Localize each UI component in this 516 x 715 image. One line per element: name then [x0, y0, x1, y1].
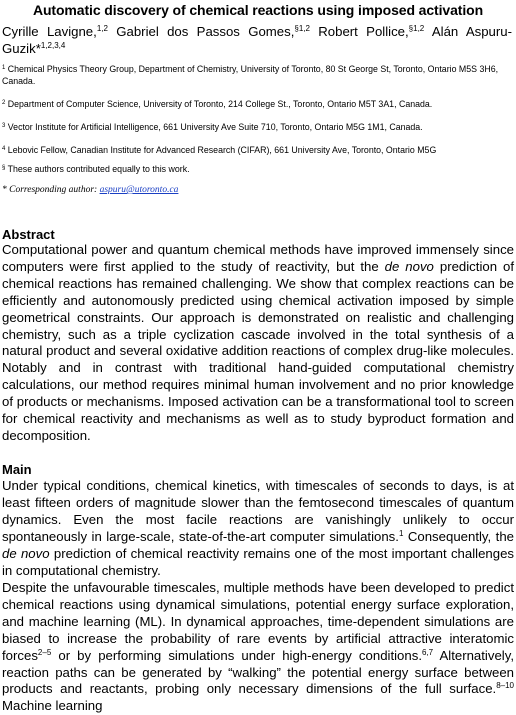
- affiliation-item: [2, 145, 514, 157]
- body-text: prediction of chemical reactivity remains one of the most important challenges in computational chemistry.: [2, 545, 514, 578]
- affiliation-mark: §: [2, 165, 6, 171]
- author-affiliation-marks: 1,2: [96, 24, 108, 33]
- author-affiliation-marks: 1,2,3,4: [40, 41, 66, 50]
- italic-term: de novo: [2, 545, 50, 561]
- body-text: Machine learning: [2, 698, 103, 714]
- author-name: Cyrille Lavigne,: [2, 24, 97, 39]
- affiliation-text: These authors contributed equally to this work.: [7, 164, 190, 174]
- author-affiliation-marks: §1,2: [294, 24, 310, 33]
- citation-ref: 2–5: [37, 647, 52, 657]
- author-list: [2, 23, 512, 57]
- body-text: Consequently, the: [403, 528, 514, 544]
- main-paragraph-1: [2, 478, 514, 579]
- main-heading: Main: [2, 462, 32, 477]
- affiliation-item: [2, 99, 514, 111]
- abstract-paragraph: [2, 242, 514, 445]
- affiliation-text: Vector Institute for Artificial Intelligence, 661 University Ave Suite 710, Toronto, Ontario M5G 1M1, Canada.: [7, 122, 423, 132]
- corresponding-author: [2, 185, 178, 195]
- abstract-text: Computational power and quantum chemical methods have improved immensely since computers were first applied to the study of reactivity, but the: [2, 242, 514, 274]
- affiliation-text: Department of Computer Science, University of Toronto, 214 College St., Toronto, Ontario M5T 3A1, Canada.: [7, 99, 433, 109]
- citation-ref: 8–10: [496, 681, 514, 691]
- affiliation-mark: 3: [2, 123, 6, 129]
- corresponding-email-link[interactable]: aspuru@utoronto.ca: [99, 185, 179, 195]
- abstract-italic-term: de novo: [384, 258, 434, 274]
- affiliation-mark: 2: [2, 100, 6, 106]
- affiliation-text: Lebovic Fellow, Canadian Institute for Advanced Research (CIFAR), 661 University Ave, Toronto, Ontario M5G: [7, 145, 437, 155]
- body-text: or by performing simulations under high-energy conditions.: [51, 647, 422, 663]
- main-paragraph-2: [2, 580, 514, 715]
- corresponding-label: * Corresponding author:: [2, 185, 100, 195]
- body-text: Under typical conditions, chemical kinetics, with timescales of seconds to days, is at least fifteen orders of magnitude slower than the femtosecond timescales of quantum dynamics. Even the most facile reactions are vanishingly unlikely to occur spontaneously in large-scale, state-of-the-art computer simulations.: [2, 478, 514, 544]
- body-text: Despite the unfavourable timescales, multiple methods have been developed to predict chemical reactions using dynamical simulations, potential energy surface exploration, and machine learning (ML). In dynamical approaches, time-dependent simulations are biased to increase the probability of rare events by artificial attractive interatomic forces: [2, 580, 514, 663]
- affiliation-mark: 1: [2, 65, 6, 71]
- affiliation-item: [2, 164, 514, 176]
- citation-ref: 1: [398, 528, 404, 538]
- abstract-text: prediction of chemical reactions has remained challenging. We show that complex reactions can be efficiently and autonomously predicted using chemical activation imposed by simple geometrical constraints. Our approach is demonstrated on realistic and challenging chemistry, such as a triple cyclization cascade involved in the total synthesis of a natural product and several oxidative addition reactions of complex drug-like molecules. Notably and in contrast with traditional hand-guided computational chemistry calculations, our method requires minimal human involvement and no prior knowledge of products or mechanisms. Imposed activation can be a transformational tool to screen for chemical reactivity and mechanisms as well as to study byproduct formation and decomposition.: [2, 258, 514, 443]
- author-affiliation-marks: §1,2: [408, 24, 425, 33]
- paper-title: Automatic discovery of chemical reactions using imposed activation: [32, 2, 484, 18]
- citation-ref: 6,7: [421, 647, 434, 657]
- affiliation-item: [2, 122, 514, 134]
- body-text: Alternatively, reaction paths can be generated by “walking” the potential energy surface between products and reactants, probing only necessary dimensions of the full surface.: [2, 647, 514, 697]
- author-name: Gabriel dos Passos Gomes,: [116, 24, 295, 39]
- author-name: Robert Pollice,: [318, 24, 409, 39]
- author-name: Alán Aspuru-Guzik*: [2, 24, 512, 56]
- affiliation-mark: 4: [2, 146, 6, 152]
- affiliation-text: Chemical Physics Theory Group, Department of Chemistry, University of Toronto, 80 St George St, Toronto, Ontario M5S 3H6, Canada.: [2, 64, 499, 86]
- abstract-heading: Abstract: [2, 227, 55, 242]
- affiliation-item: [2, 64, 514, 87]
